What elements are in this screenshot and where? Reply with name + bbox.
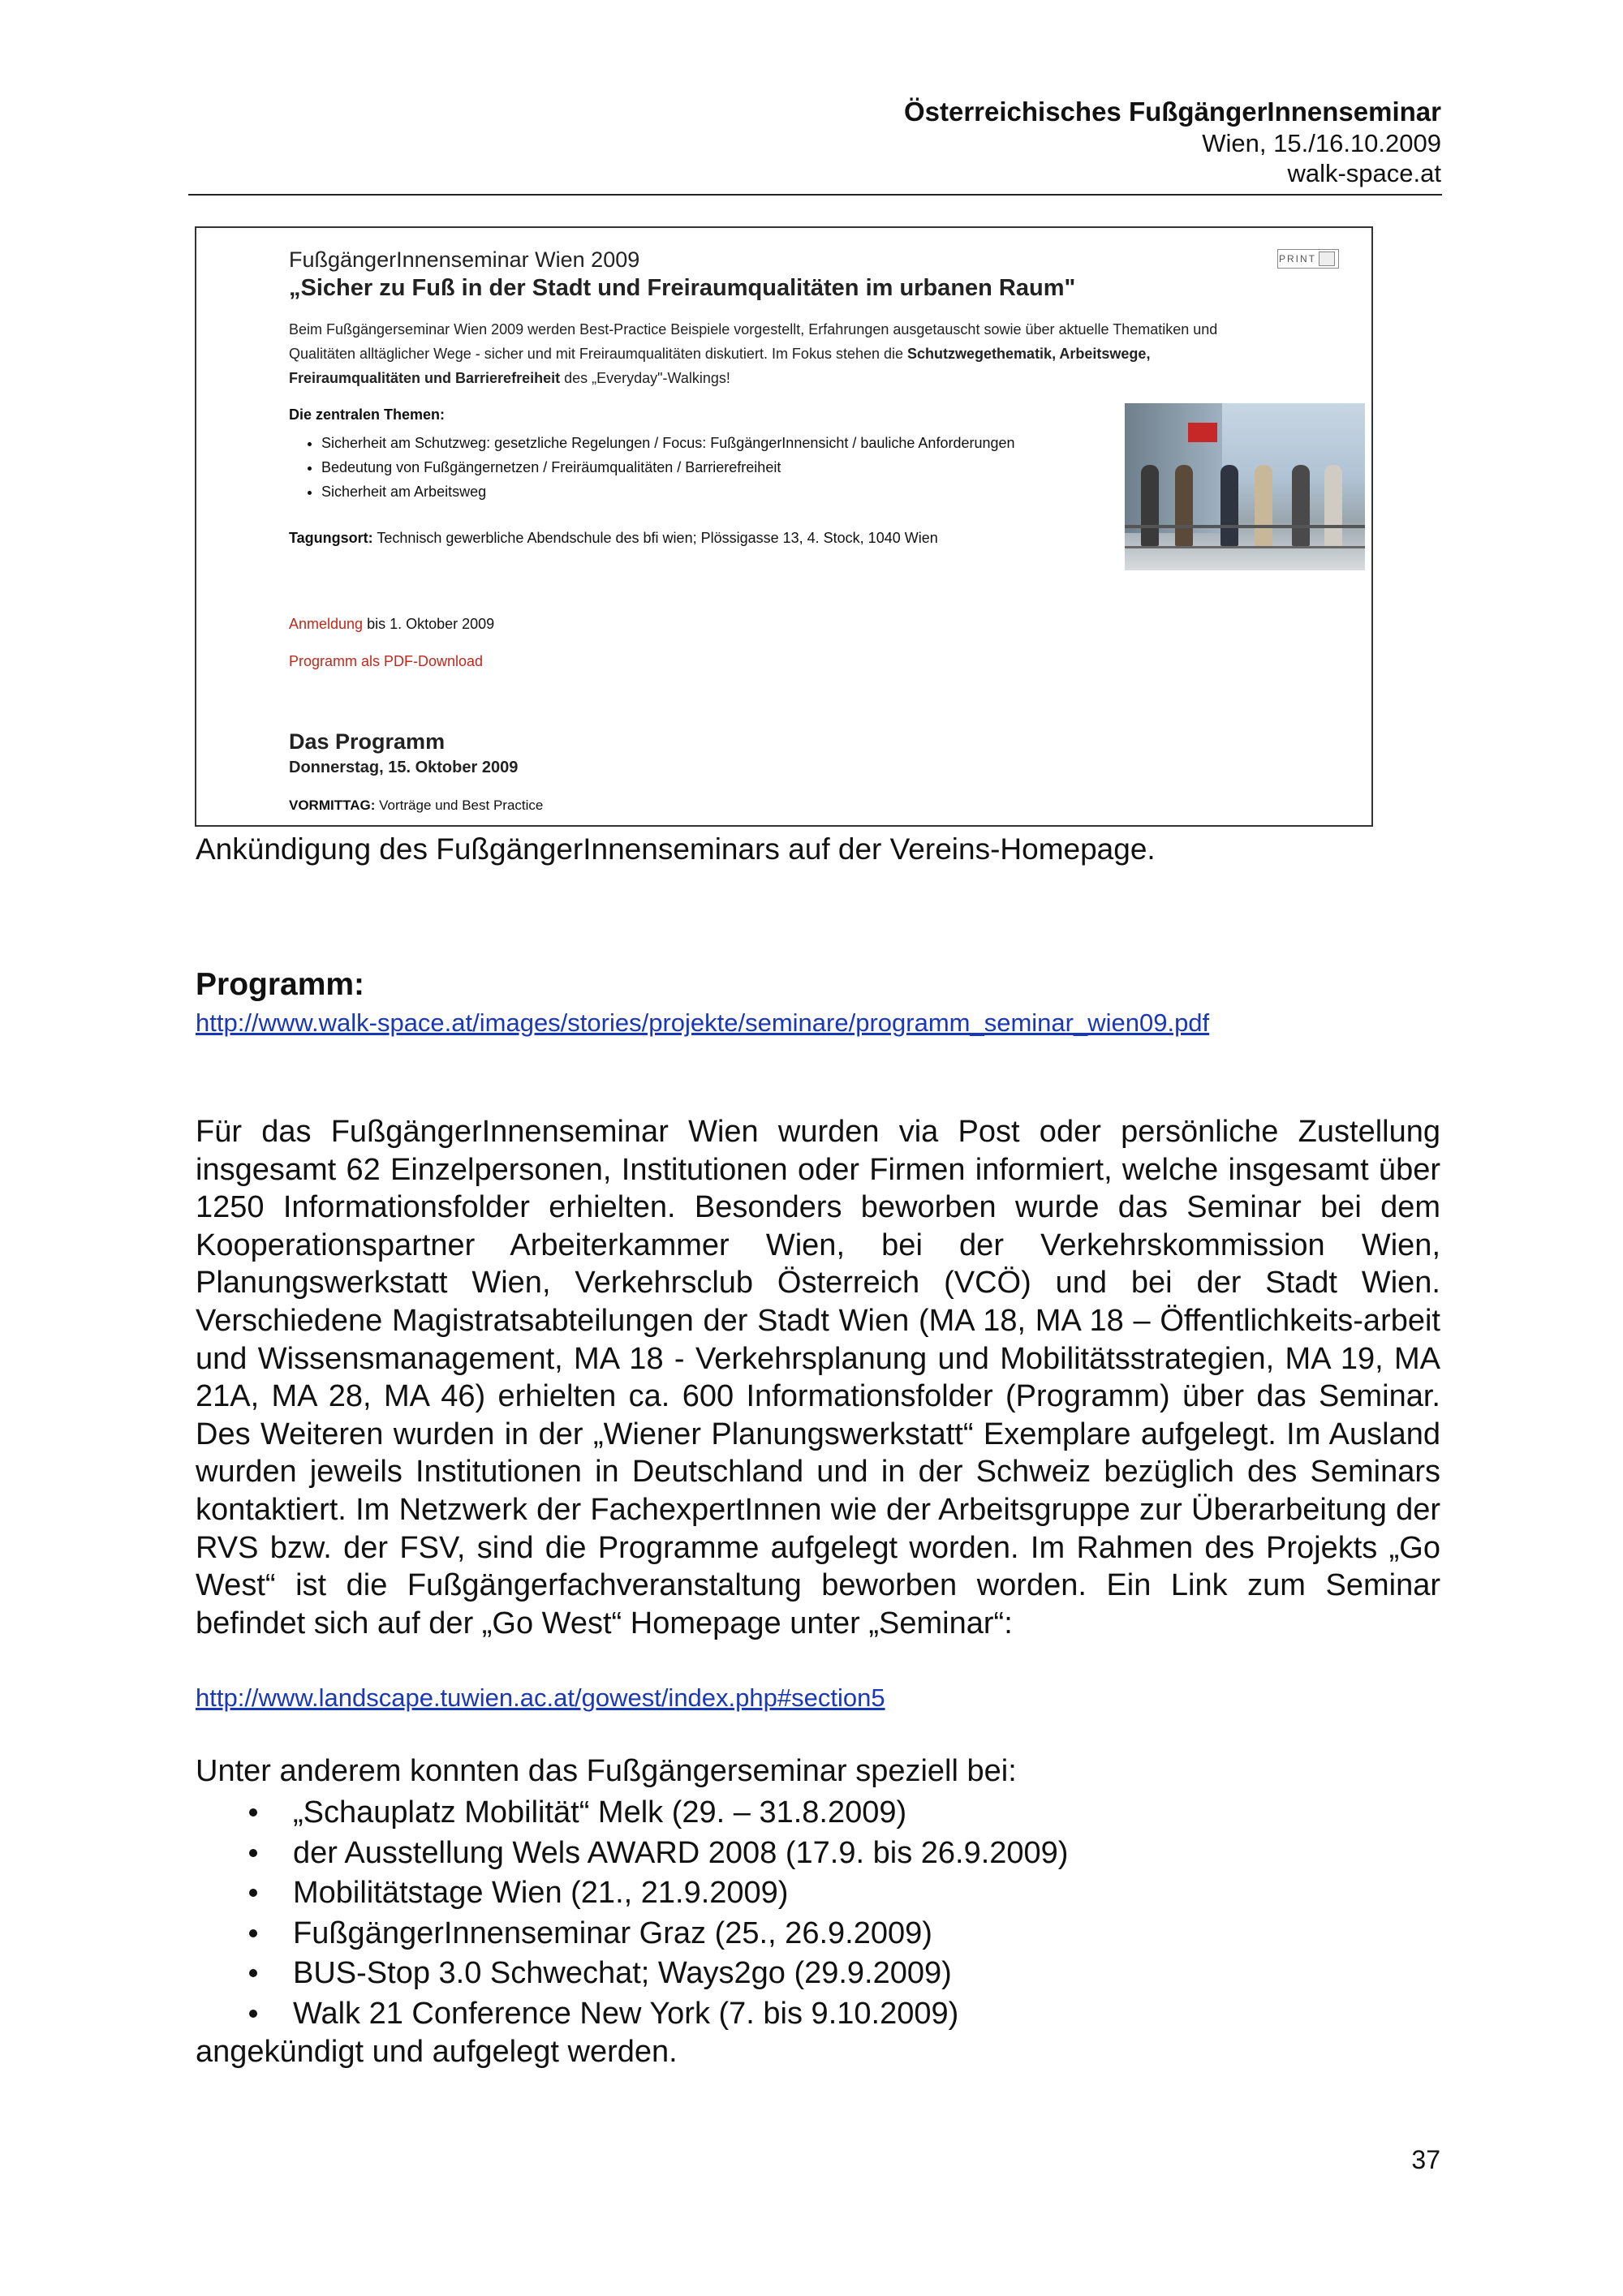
intro-text-1: Beim Fußgängerseminar Wien 2009 werden Best-Practice Beispiele vorgestellt, Erfahrungen ausgetauscht sowie über aktuelle Thematiken und Qualitäten alltäglicher Wege - sicher und mit Freiraumqualitäten diskutiert. Im Fokus stehen die (289, 321, 1218, 362)
event-text: Mobilitätstage Wien (21., 21.9.2009) (293, 1876, 789, 1911)
pdf-download-link[interactable]: Programm als PDF-Download (289, 653, 484, 669)
event-text: Walk 21 Conference New York (7. bis 9.10.2009) (293, 1996, 959, 2031)
event-item (196, 1873, 1068, 1914)
closing-line: angekündigt und aufgelegt werden. (196, 2035, 678, 2069)
venue-label: Tagungsort: (289, 530, 373, 546)
themes-list (305, 431, 1015, 504)
program-morning (289, 798, 543, 814)
themes-heading: Die zentralen Themen: (289, 406, 446, 423)
program-morning-label: VORMITTAG: (289, 798, 376, 813)
bullet-icon (249, 2010, 257, 2018)
bullet-icon (249, 1889, 257, 1897)
photo-pedestrian (1292, 465, 1310, 546)
events-intro: Unter anderem konnten das Fußgängerseminar speziell bei: (196, 1754, 1017, 1788)
bullet-icon (249, 1849, 257, 1857)
print-button[interactable] (1277, 249, 1339, 269)
header-organization: Österreichisches FußgängerInnenseminar (903, 97, 1441, 127)
program-date: Donnerstag, 15. Oktober 2009 (289, 759, 519, 776)
photo-sign (1188, 423, 1217, 442)
registration (289, 616, 494, 633)
event-item (196, 1914, 1068, 1954)
programm-url-link[interactable]: http://www.walk-space.at/images/stories/projekte/seminare/programm_seminar_wien09.pdf (196, 1008, 1210, 1037)
bullet-icon (249, 1969, 257, 1977)
homepage-screenshot (195, 226, 1373, 827)
event-text: FußgängerInnenseminar Graz (25., 26.9.2009) (293, 1915, 932, 1950)
events-list (196, 1793, 1068, 2035)
bullet-icon (249, 1929, 257, 1937)
event-text: der Ausstellung Wels AWARD 2008 (17.9. bis 26.9.2009) (293, 1835, 1069, 1870)
bullet-icon (249, 1808, 257, 1817)
event-item (196, 1793, 1068, 1834)
registration-text: bis 1. Oktober 2009 (363, 616, 495, 632)
photo-pedestrian (1324, 465, 1342, 546)
venue (289, 530, 938, 547)
photo-pedestrian (1255, 465, 1272, 546)
theme-item: • Sicherheit am Schutzweg: gesetzliche Regelungen / Focus: FußgängerInnensicht / bauliche Anforderungen (321, 431, 1015, 455)
print-label: PRINT (1279, 253, 1316, 264)
screenshot-caption: Ankündigung des FußgängerInnenseminars auf der Vereins-Homepage. (196, 832, 1156, 866)
header-date: Wien, 15./16.10.2009 (1202, 128, 1441, 157)
header-site: walk-space.at (1287, 158, 1441, 187)
theme-item: • Sicherheit am Arbeitsweg (321, 479, 1015, 504)
venue-text: Technisch gewerbliche Abendschule des bfi wien; Plössigasse 13, 4. Stock, 1040 Wien (372, 530, 938, 546)
event-text: BUS-Stop 3.0 Schwechat; Ways2go (29.9.2009) (293, 1956, 952, 1991)
screenshot-title: FußgängerInnenseminar Wien 2009 (289, 247, 640, 272)
header-divider (188, 194, 1442, 196)
intro-bold: Schutzwegethematik, Arbeitswege, Freiraumqualitäten und Barrierefreiheit (289, 346, 1151, 386)
screenshot-intro (289, 317, 1263, 390)
photo-pedestrian (1175, 465, 1193, 546)
page-header (904, 96, 1441, 188)
page-number: 37 (1411, 2145, 1440, 2174)
program-morning-text: Vorträge und Best Practice (375, 798, 544, 813)
gowest-url-link[interactable]: http://www.landscape.tuwien.ac.at/gowest/index.php#section5 (196, 1683, 885, 1712)
printer-icon (1319, 252, 1335, 266)
theme-item: • Bedeutung von Fußgängernetzen / Freiräumqualitäten / Barrierefreiheit (321, 455, 1015, 479)
registration-link[interactable]: Anmeldung (289, 616, 364, 632)
photo-pedestrian (1220, 465, 1238, 546)
program-heading: Das Programm (289, 729, 446, 754)
programm-heading: Programm: (196, 967, 365, 1002)
event-item (196, 1834, 1068, 1874)
photo-pedestrian (1141, 465, 1159, 546)
pedestrians-photo (1125, 403, 1365, 570)
event-item (196, 1954, 1068, 1994)
screenshot-subtitle: „Sicher zu Fuß in der Stadt und Freiraumqualitäten im urbanen Raum" (289, 275, 1076, 301)
event-item (196, 1994, 1068, 2035)
intro-text-2: des „Everyday"-Walkings! (560, 370, 730, 386)
photo-railing (1125, 546, 1365, 548)
photo-railing (1125, 525, 1365, 528)
event-text: „Schauplatz Mobilität“ Melk (29. – 31.8.2009) (293, 1795, 907, 1829)
body-paragraph: Für das FußgängerInnenseminar Wien wurden via Post oder persönliche Zustellung insgesamt 62 Einzelpersonen, Institutionen oder Firmen informiert, welche insgesamt über 1250 Informationsfolder erhielten. Besonders beworben wurde das Seminar bei dem Kooperationspartner Arbeiterkammer Wien, bei der Verkehrskommission Wien, Planungswerkstatt Wien, Verkehrsclub Österreich (VCÖ) und bei der Stadt Wien. Verschiedene Magistratsabteilungen der Stadt Wien (MA 18, MA 18 – Öffentlichkeits-arbeit und Wissensmanagement, MA 18 - Verkehrsplanung und Mobilitätsstrategien, MA 19, MA 21A, MA 28, MA 46) erhielten ca. 600 Informationsfolder (Programm) über das Seminar. Des Weiteren wurden in der „Wiener Planungswerkstatt“ Exemplare aufgelegt. Im Ausland wurden jeweils Institutionen in Deutschland und in der Schweiz bezüglich des Seminars kontaktiert. Im Netzwerk der FachexpertInnen wie der Arbeitsgruppe zur Überarbeitung der RVS bzw. der FSV, sind die Programme aufgelegt worden. Im Rahmen des Projekts „Go West“ ist die Fußgängerfachveranstaltung beworben worden. Ein Link zum Seminar befindet sich auf der „Go West“ Homepage unter „Seminar“: (196, 1115, 1440, 1640)
